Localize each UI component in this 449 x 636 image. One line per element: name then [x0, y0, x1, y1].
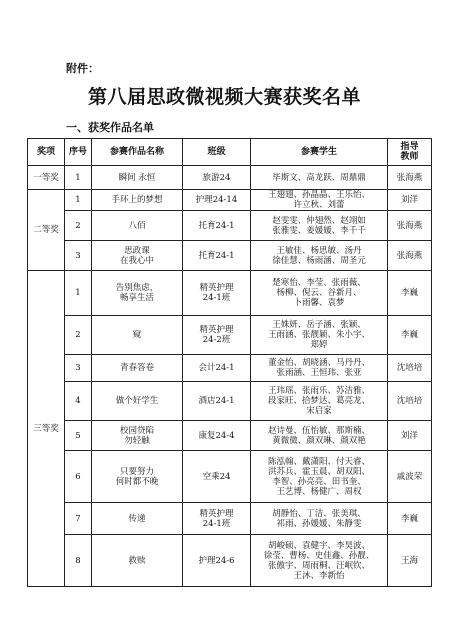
row-number-cell: 3	[65, 355, 92, 382]
teacher-cell: 张海燕	[388, 211, 432, 241]
class-cell: 护理24-6	[183, 535, 251, 587]
teacher-cell: 张海燕	[388, 166, 432, 190]
class-cell: 空乘24	[183, 451, 251, 503]
table-row	[28, 166, 432, 190]
teacher-cell: 李巍	[388, 316, 432, 355]
students-cell: 王敏佳、杨思敏、汤丹 徐佳慧、杨雨涵、周圣元	[251, 241, 388, 271]
table-row	[28, 190, 432, 211]
students-cell: 赵诗曼、伍怡敏、那斯楠、 黄微微、颜双琳、颜双艳	[251, 421, 388, 451]
work-title-cell: 传递	[92, 503, 183, 535]
header-work: 参赛作品名称	[92, 139, 183, 166]
award-table	[27, 138, 432, 587]
table-row	[28, 503, 432, 535]
page-title: 第八届思政微视频大赛获奖名单	[87, 86, 361, 108]
work-title-cell: 窥	[92, 316, 183, 355]
teacher-cell: 李巍	[388, 503, 432, 535]
students-cell: 王玮瑶、张雨乐、苏洁雅、 段家旺、拾梦达、葛亮龙、 宋启家	[251, 382, 388, 421]
class-cell: 旅游24	[183, 166, 251, 190]
table-row	[28, 382, 432, 421]
row-number-cell: 1	[65, 166, 92, 190]
class-cell: 酒店24-1	[183, 382, 251, 421]
work-title-cell: 瞬间 永恒	[92, 166, 183, 190]
work-title-cell: 思政课 在我心中	[92, 241, 183, 271]
teacher-cell: 戚波荣	[388, 451, 432, 503]
header-teacher: 指导 教师	[388, 139, 432, 166]
students-cell: 陈泓翰、戴潇阳、付天睿、 洪苏兵、霍玉晨、胡双阳、 李智、孙亮亮、田书奎、 王艺博、杨健广、周权	[251, 451, 388, 503]
row-number-cell: 1	[65, 271, 92, 316]
award-level-cell: 一等奖	[28, 166, 65, 190]
award-level-cell: 二等奖	[28, 190, 65, 271]
award-level-cell: 三等奖	[28, 271, 65, 587]
students-cell: 赵雯雯、仲翅然、赵翊如 张雅雯、姜媛媛、李千千	[251, 211, 388, 241]
students-cell: 胡静怡、丁洁、张美琪、 祁雨、孙媛媛、朱静雯	[251, 503, 388, 535]
work-title-cell: 只要努力 何时都不晚	[92, 451, 183, 503]
work-title-cell: 校园贷陷 勿轻触	[92, 421, 183, 451]
row-number-cell: 4	[65, 382, 92, 421]
class-cell: 托育24-1	[183, 241, 251, 271]
table-row	[28, 271, 432, 316]
teacher-cell: 沈培培	[388, 382, 432, 421]
header-class: 班级	[183, 139, 251, 166]
row-number-cell: 3	[65, 241, 92, 271]
section-heading: 一、获奖作品名单	[66, 121, 154, 134]
class-cell: 托育24-1	[183, 211, 251, 241]
class-cell: 康复24-4	[183, 421, 251, 451]
table-row	[28, 211, 432, 241]
header-no: 序号	[65, 139, 92, 166]
students-cell: 王姝妍、岳子涵、张颖、 王雨涵、张靓颖、朱小宇、 郑婷	[251, 316, 388, 355]
table-row	[28, 421, 432, 451]
students-cell: 董金怡、胡晓涵、马丹丹、 张雨涵、王恒玮、张亚	[251, 355, 388, 382]
row-number-cell: 8	[65, 535, 92, 587]
work-title-cell: 青春答卷	[92, 355, 183, 382]
table-header-row	[28, 139, 432, 166]
students-cell: 胡峻硕、袁健宇、李昊波、 徐莹、曹杨、史佳鑫、孙靓、 张傲宇、周雨桐、汪岷钦、 王沐、李新怡	[251, 535, 388, 587]
work-title-cell: 八佰	[92, 211, 183, 241]
work-title-cell: 做个好学生	[92, 382, 183, 421]
row-number-cell: 5	[65, 421, 92, 451]
students-cell: 毕斯文、高龙跃、周鼎鼎	[251, 166, 388, 190]
header-students: 参赛学生	[251, 139, 388, 166]
teacher-cell: 沈培培	[388, 355, 432, 382]
class-cell: 护理24-14	[183, 190, 251, 211]
students-cell: 王翅翅、孙晶晶、王乐怡、 许立秋、刘蕾	[251, 190, 388, 211]
row-number-cell: 2	[65, 316, 92, 355]
work-title-cell: 救赎	[92, 535, 183, 587]
class-cell: 会计24-1	[183, 355, 251, 382]
row-number-cell: 2	[65, 211, 92, 241]
table-row	[28, 355, 432, 382]
class-cell: 精英护理 24-1班	[183, 271, 251, 316]
work-title-cell: 手环上的梦想	[92, 190, 183, 211]
row-number-cell: 6	[65, 451, 92, 503]
teacher-cell: 王海	[388, 535, 432, 587]
table-row	[28, 316, 432, 355]
row-number-cell: 1	[65, 190, 92, 211]
table-row	[28, 535, 432, 587]
header-award: 奖项	[28, 139, 65, 166]
students-cell: 楚寒怡、李莹、张雨薇、 杨柳、倪云、谷新月、 卜雨馨、袁梦	[251, 271, 388, 316]
work-title-cell: 告别焦虑， 畅享生活	[92, 271, 183, 316]
teacher-cell: 刘洋	[388, 190, 432, 211]
class-cell: 精英护理 24-2班	[183, 316, 251, 355]
class-cell: 精英护理 24-1班	[183, 503, 251, 535]
row-number-cell: 7	[65, 503, 92, 535]
teacher-cell: 刘洋	[388, 421, 432, 451]
teacher-cell: 李巍	[388, 271, 432, 316]
attachment-label: 附件：	[66, 62, 99, 75]
teacher-cell: 张海燕	[388, 241, 432, 271]
table-row	[28, 241, 432, 271]
table-row	[28, 451, 432, 503]
